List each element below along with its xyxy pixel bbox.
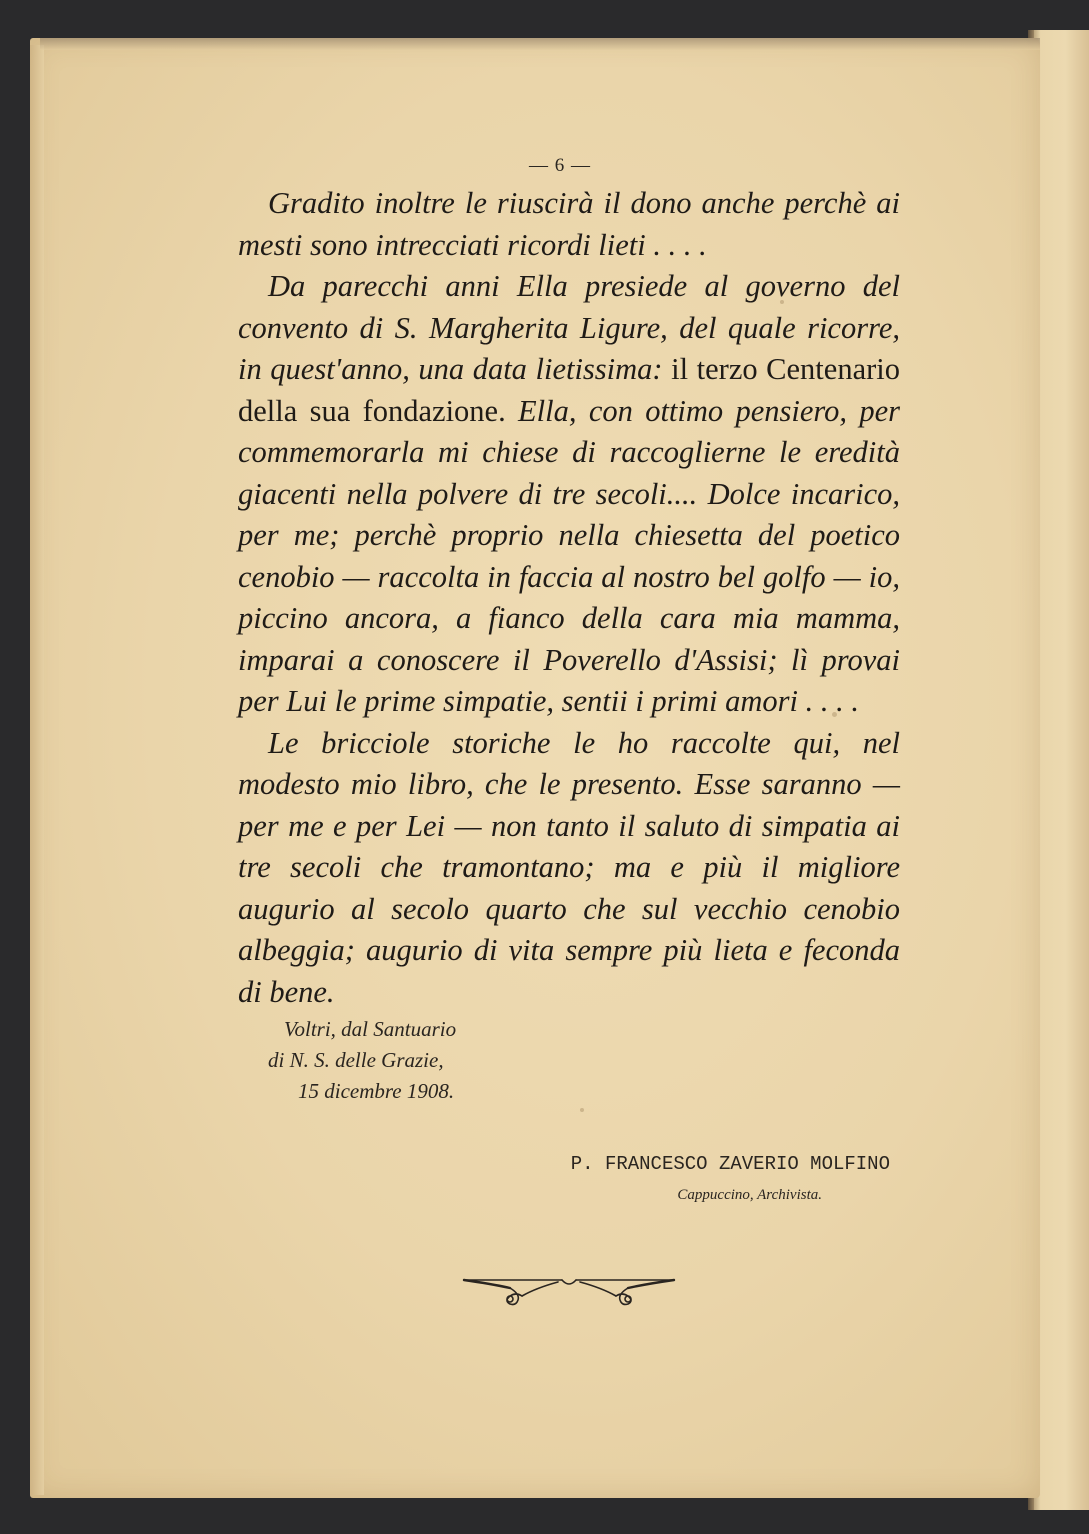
- page-edge: [30, 45, 44, 1495]
- paper-spot: [580, 1108, 584, 1112]
- paragraph: [238, 183, 900, 266]
- dateline-sanctuary: di N. S. delle Grazie,: [268, 1048, 444, 1072]
- dateline-date: 15 dicembre 1908.: [298, 1079, 455, 1103]
- page-top-edge: [40, 38, 1040, 50]
- paragraph: [238, 266, 900, 723]
- dateline-place: Voltri, dal Santuario: [284, 1017, 457, 1041]
- text-segment: Ella, con ottimo pensiero, per commemorarla mi chiese di raccoglierne le eredità giacenti nella polvere di tre secoli.... Dolce incarico, per me; perchè proprio nella chiesetta del poetico cenobio — raccolta in faccia al nostro bel golfo — io, piccino ancora, a fianco della cara mia mamma, imparai a conoscere il Poverello d'Assisi; lì provai per Lui le prime simpatie, sentii i primi amori . . . .: [238, 393, 900, 718]
- page-number: — 6 —: [529, 155, 591, 176]
- signature-title: Cappuccino, Archivista.: [677, 1187, 822, 1203]
- signature-name: P. FRANCESCO ZAVERIO MOLFINO: [570, 1153, 890, 1175]
- text-segment: Da parecchi anni Ella presiede al governo del convento di S. Margherita Ligure, del quale ricorre, in quest'anno, una data lietissima:: [238, 269, 900, 386]
- body-text: [238, 183, 900, 1013]
- ornament-flourish-icon: [462, 1268, 676, 1308]
- paragraph: [238, 723, 900, 1014]
- text-segment: Le bricciole storiche le ho raccolte qui, nel modesto mio libro, che le presento. Esse saranno — per me e per Lei — non tanto il saluto di simpatia ai tre secoli che tramontano; ma e più il migliore augurio al secolo quarto che sul vecchio cenobio albeggia; augurio di vita sempre più lieta e feconda di bene.: [238, 725, 900, 1009]
- dateline: [260, 1014, 580, 1107]
- text-segment: Gradito inoltre le riuscirà il dono anche perchè ai mesti sono intrecciati ricordi lieti . . . .: [238, 186, 900, 262]
- text-segment-roman: il terzo Centenario della sua fondazione.: [238, 352, 900, 428]
